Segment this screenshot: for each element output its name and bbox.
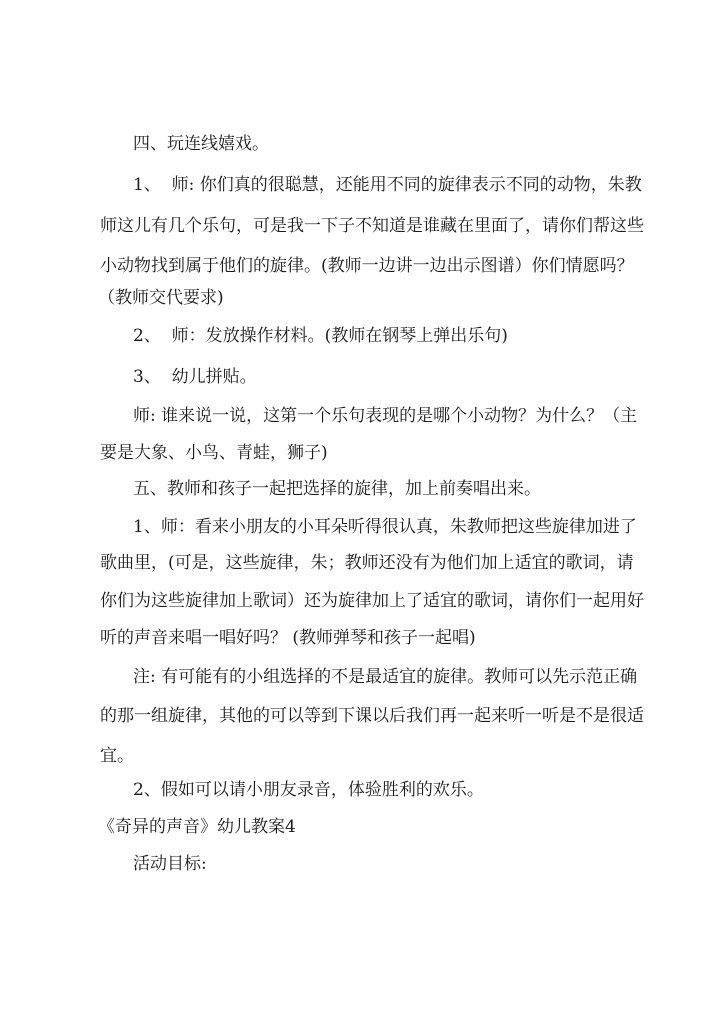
section-heading-5: 五、教师和孩子一起把选择的旋律，加上前奏唱出来。 <box>133 479 541 499</box>
note-line: 的那一组旋律，其他的可以等到下课以后我们再一起来听一听是不是很适 <box>100 706 644 726</box>
paragraph-line: 歌曲里，(可是，这些旋律，朱；教师还没有为他们加上适宜的歌词，请 <box>100 553 634 573</box>
paragraph-line: 师这儿有几个乐句，可是我一下子不知道是谁藏在里面了，请你们帮这些 <box>100 216 644 236</box>
paragraph-line: （教师交代要求) <box>98 288 224 308</box>
paragraph-line: 要是大象、小鸟、青蛙，狮子) <box>100 443 328 463</box>
paragraph-line: 3、 幼儿拼贴。 <box>133 367 257 387</box>
paragraph-line: 听的声音来唱一唱好吗？ (教师弹琴和孩子一起唱) <box>100 628 476 648</box>
paragraph-line: 2、假如可以请小朋友录音，体验胜利的欢乐。 <box>133 780 484 800</box>
paragraph-line: 师: 谁来说一说，这第一个乐句表现的是哪个小动物？为什么？（主 <box>133 406 638 426</box>
paragraph-line: 小动物找到属于他们的旋律。(教师一边讲一边出示图谱）你们情愿吗？ <box>100 256 634 276</box>
paragraph-line: 1、师：看来小朋友的小耳朵听得很认真，朱教师把这些旋律加进了 <box>133 517 637 537</box>
note-line: 注: 有可能有的小组选择的不是最适宜的旋律。教师可以先示范正确 <box>133 667 638 687</box>
paragraph-line: 2、 师：发放操作材料。(教师在钢琴上弹出乐句) <box>133 326 508 346</box>
section-heading-4: 四、玩连线嬉戏。 <box>133 134 269 154</box>
note-line: 宜。 <box>100 746 134 766</box>
subheading: 活动目标: <box>133 854 207 874</box>
lesson-title: 《奇异的声音》幼儿教案4 <box>98 817 296 837</box>
paragraph-line: 你们为这些旋律加上歌词）还为旋律加上了适宜的歌词，请你们一起用好 <box>100 591 644 611</box>
paragraph-line: 1、 师: 你们真的很聪慧，还能用不同的旋律表示不同的动物，朱教 <box>133 175 642 195</box>
